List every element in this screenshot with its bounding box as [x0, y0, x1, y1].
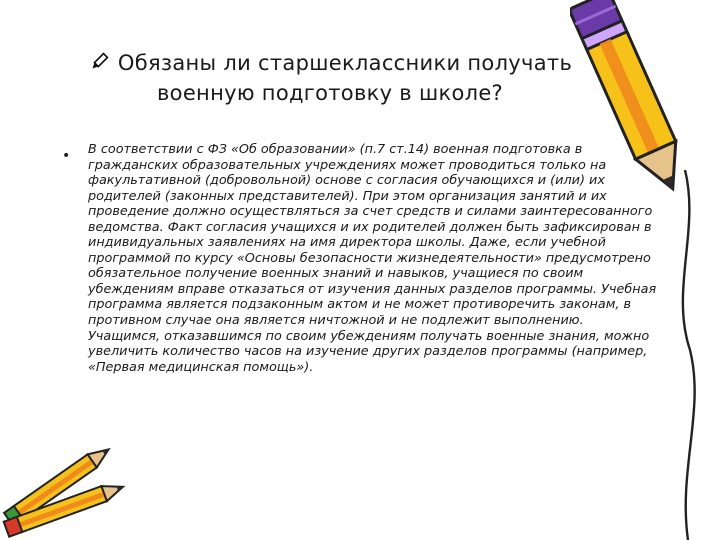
- decorative-squiggle: [660, 170, 720, 540]
- title-line-2: военную подготовку в школе?: [157, 81, 503, 105]
- pencils-icon: [0, 430, 140, 540]
- title-text-1: Обязаны ли старшеклассники получать: [117, 51, 573, 75]
- title-line-1: [60, 48, 600, 78]
- slide-title: [60, 48, 600, 108]
- bullet-marker: •: [62, 148, 71, 164]
- body-paragraph: В соответствии с ФЗ «Об образовании» (п.7 ст.14) военная подготовка в гражданских образовательных учреждениях может проводиться только на факультативной (добровольной) основе с согласия обучающихся и (или) их родителей (законных представителей). При этом организация занятий и их проведение должно осуществляться за счет средств и силами заинтересованного ведомства. Факт согласия учащихся и их родителей должен быть зафиксирован в индивидуальных заявлениях на имя директора школы. Даже, если учебной программой по курсу «Основы безопасности жизнедеятельности» предусмотрено обязательное получение военных знаний и навыков, учащиеся по своим убеждениям вправе отказаться от изучения данных разделов программы. Учебная программа является подзаконным актом и не может противоречить законам, в противном случае она является ничтожной и не подлежит выполнению. Учащимся, отказавшимся по своим убеждениям получать военные знания, можно увеличить количество часов на изучение других разделов программы (например, «Первая медицинская помощь»).: [88, 142, 657, 375]
- pencil-icon: [88, 51, 110, 73]
